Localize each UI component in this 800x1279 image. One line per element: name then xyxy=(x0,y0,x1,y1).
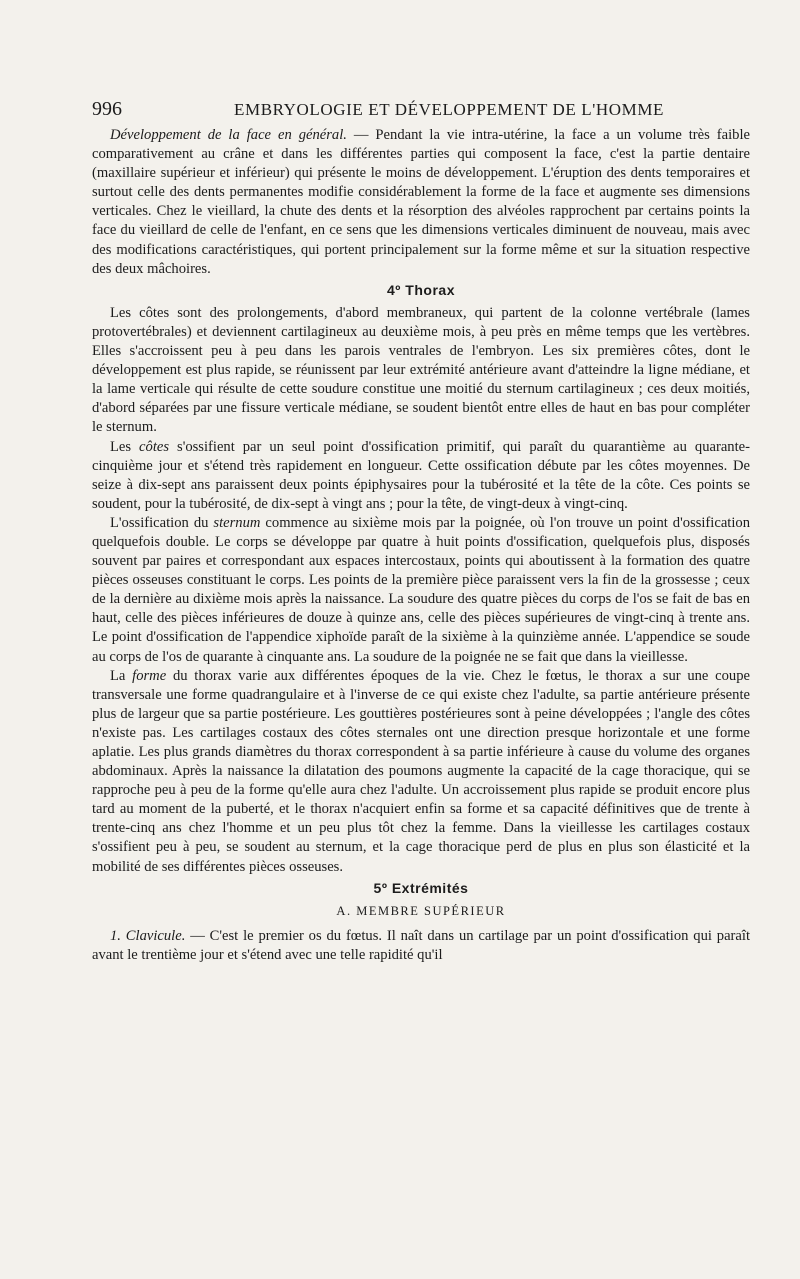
paragraph-text: commence au sixième mois par la poignée, où l'on trouve un point d'ossification quelquefois double. Le corps se développe par quatre à huit points d'ossification, quelquefois plus, disposés souvent par paires et correspondant aux espaces intercostaux, points qui aboutissent à la formation des quatre pièces osseuses constituant le corps. Les points de la première pièce paraissent vers la fin de la grossesse ; ceux de la dernière au dixième mois après la naissance. La soudure des quatre pièces du corps de l'os se fait de bas en haut, celle des pièces inférieures de douze à quinze ans, celle des pièces supérieures de vingt-cinq à trente ans. Le point d'ossification de l'appendice xiphoïde paraît de la sixième à la quinzième année. L'appendice se soude au corps de l'os de quarante à cinquante ans. La soudure de la poignée ne se fait que dans la vieillesse. xyxy=(92,514,751,665)
paragraph-clavicule xyxy=(92,927,750,965)
paragraph-text: La xyxy=(110,667,133,684)
paragraph-forme-thorax xyxy=(92,667,750,877)
paragraph-text: — C'est le premier os du fœtus. Il naît dans un cartilage par un point d'ossification qui paraît avant le trentième jour et s'étend avec une telle rapidité qu'il xyxy=(92,927,751,963)
heading-thorax: 4º Thorax xyxy=(387,281,455,298)
running-head: EMBRYOLOGIE ET DÉVELOPPEMENT DE L'HOMME xyxy=(234,100,665,119)
paragraph-cotes-ossification xyxy=(92,438,750,514)
paragraph-text: du thorax varie aux différentes époques de la vie. Chez le fœtus, le thorax a sur une coupe transversale une forme quadrangulaire et à l'inverse de ce qui existe chez l'adulte, sa partie antérieure présente plus de largeur que sa partie postérieure. Les gouttières postérieures sont à peine développées ; l'angle des côtes n'existe pas. Les cartilages costaux des côtes sternales ont une direction presque horizontale et une forme aplatie. Les plus grands diamètres du thorax correspondent à sa partie inférieure à cause du volume des organes abdominaux. Après la naissance la dilatation des poumons augmente la capacité de la cage thoracique, qui se rapproche peu à peu de la forme qu'elle aura chez l'adulte. Un accroissement plus rapide se produit encore plus tard au moment de la puberté, et le thorax n'acquiert enfin sa forme et sa capacité définitives que de trente à trente-cinq ans chez l'homme et un peu plus tôt chez la femme. Dans la vieillesse les cartilages costaux s'ossifient peu à peu, se soudent au sternum, et la cage thoracique perd de plus en plus son élasticité et la mobilité de ses différentes pièces osseuses. xyxy=(92,667,750,875)
emphasis-term: forme xyxy=(132,667,167,684)
emphasis-term: côtes xyxy=(139,438,170,455)
paragraph-text: L'ossification du xyxy=(110,514,214,531)
paragraph-face xyxy=(92,126,750,279)
subheading-membre-superieur: A. MEMBRE SUPÉRIEUR xyxy=(336,903,506,918)
paragraph-sternum xyxy=(92,514,750,667)
heading-extremites: 5º Extrémités xyxy=(373,879,469,896)
body-text xyxy=(92,126,750,965)
paragraph-text: Les xyxy=(110,438,140,455)
page-header xyxy=(92,98,748,122)
section-title-face: Développement de la face en général. xyxy=(110,127,347,143)
paragraph-cotes-development: Les côtes sont des prolongements, d'abord membraneux, qui partent de la colonne vertébrale (lames protovertébrales) et deviennent cartilagineux au deuxième mois, à peu près en même temps que les vertèbres. Elles s'accroissent peu à peu dans les parois ventrales de l'embryon. Les six premières côtes, dont le développement est plus rapide, se réunissent par leur extrémité antérieure avant d'atteindre la ligne médiane, et la lame verticale qui résulte de cette soudure constitue une moitié du sternum cartilagineux ; ces deux moitiés, d'abord séparées par une fissure verticale médiane, se soudent bientôt entre elles de haut en bas pour compléter le sternum. xyxy=(92,304,750,436)
paragraph-text: — Pendant la vie intra-utérine, la face a un volume très faible comparativement au crâne et dans les différentes parties qui composent la face, c'est la partie dentaire (maxillaire supérieur et inférieur) qui présente le moins de développement. L'éruption des dents temporaires et surtout celle des dents permanentes modifie considérablement la forme de la face et augmente ses dimensions verticales. Chez le vieillard, la chute des dents et la résorption des alvéoles rapprochent par certains points la face du vieillard de celle de l'enfant, en ce sens que les dimensions verticales diminuent de nouveau, mais avec des modifications caractéristiques, qui portent principalement sur la forme même et sur la situation respective des deux mâchoires. xyxy=(92,127,750,277)
page-number: 996 xyxy=(92,98,122,120)
section-title-clavicule: 1. Clavicule. xyxy=(110,927,186,944)
paragraph-text: s'ossifient par un seul point d'ossification primitif, qui paraît du quarantième au quarante-cinquième jour et s'étend très rapidement en longueur. Cette ossification débute par les côtes moyennes. De seize à dix-sept ans paraissent deux points épiphysaires pour la tubérosité et la tête de la côte. Ces points se soudent, pour la tubérosité, de dix-sept à vingt ans ; pour la tête, de vingt-deux à vingt-cinq. xyxy=(92,438,750,512)
emphasis-term: sternum xyxy=(213,514,261,531)
